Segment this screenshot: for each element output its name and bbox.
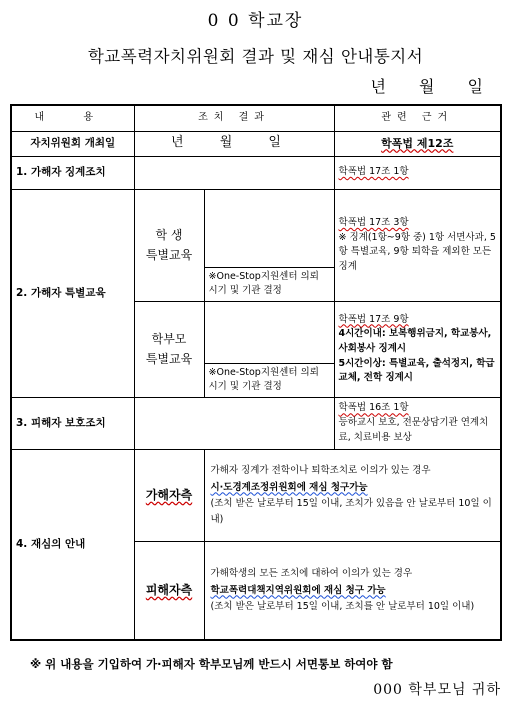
appeal-offender-label: 가해자측 — [134, 450, 204, 542]
school-name: 0 0 학교장 — [207, 11, 304, 31]
col-header-content: 내 용 — [11, 105, 134, 131]
parent-education-result — [204, 301, 334, 363]
student-education-note: ※One-Stop지원센터 의뢰 시기 및 기관 결정 — [204, 267, 334, 301]
offender-discipline-result — [134, 156, 334, 189]
appeal-offender-detail: 가해자 징계가 전학이나 퇴학조치로 이의가 있는 경우 시·도경계조정위원회에 재심 청구가능 (조치 받은 날로부터 15일 이내, 조치가 있음을 안 날로부터 10일 이내) — [204, 450, 501, 542]
parent-education-basis: 학폭법 17조 9항 4시간이내: 보복행위금지, 학교봉사, 사회봉사 징계시 5시간이상: 특별교육, 출석정지, 학급교체, 전학 징계시 — [334, 301, 501, 397]
victim-protection-basis: 학폭법 16조 1항 등하교시 보호, 전문상담기관 연계치료, 치료비용 보상 — [334, 398, 501, 450]
special-education-label: 2. 가해자 특별교육 — [11, 189, 134, 397]
appeal-victim-detail: 가해학생의 모든 조치에 대하여 이의가 있는 경우 학교폭력대책지역위원회에 재심 청구 가능 (조치 받은 날로부터 15일 이내, 조치를 안 날로부터 10일 이내) — [204, 542, 501, 640]
recipient-signature: 000 학부모님 귀하 — [373, 682, 501, 698]
appeal-victim-label: 피해자측 — [134, 542, 204, 640]
student-education-basis: 학폭법 17조 3항 ※ 징계(1항~9항 중) 1항 서면사과, 5항 특별교육, 9항 퇴학을 제외한 모든 징계 — [334, 189, 501, 301]
offender-discipline-label: 1. 가해자 징계조치 — [11, 156, 134, 189]
parent-education-label: 학부모 특별교육 — [134, 301, 204, 397]
row-student-education — [11, 189, 501, 267]
parent-education-note: ※One-Stop지원센터 의뢰 시기 및 기관 결정 — [204, 363, 334, 397]
col-header-result: 조치 결과 — [134, 105, 334, 131]
meeting-date: 년 월 일 — [134, 131, 334, 156]
meeting-label: 자치위원회 개최일 — [11, 131, 134, 156]
victim-protection-result — [134, 398, 334, 450]
student-education-label: 학 생 특별교육 — [134, 189, 204, 301]
victim-protection-label: 3. 피해자 보호조치 — [11, 398, 134, 450]
notice-table — [10, 104, 502, 641]
table-header-row — [11, 105, 501, 131]
document-date: 년 월 일 — [370, 77, 497, 96]
appeal-label: 4. 재심의 안내 — [11, 450, 134, 640]
document-title: 학교폭력자치위원회 결과 및 재심 안내통지서 — [87, 47, 424, 66]
meeting-row — [11, 131, 501, 156]
footer-notice: ※ 위 내용을 기입하여 가·피해자 학부모님께 반드시 서면통보 하여야 함 — [30, 657, 393, 671]
row-appeal-offender — [11, 450, 501, 542]
col-header-basis: 관련 근거 — [334, 105, 501, 131]
row-offender-discipline — [11, 156, 501, 189]
offender-discipline-basis: 학폭법 17조 1항 — [334, 156, 501, 189]
row-victim-protection — [11, 398, 501, 450]
meeting-basis: 학폭법 제12조 — [334, 131, 501, 156]
student-education-result — [204, 189, 334, 267]
